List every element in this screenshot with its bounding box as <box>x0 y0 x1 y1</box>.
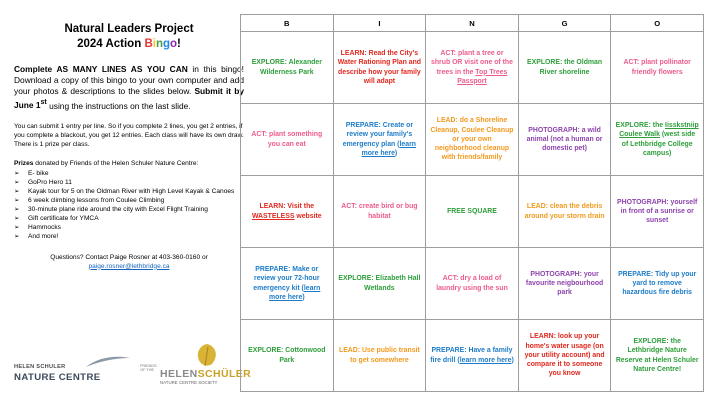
bingo-square[interactable] <box>611 320 704 392</box>
bingo-row <box>241 320 704 392</box>
bingo-row <box>241 176 704 248</box>
bingo-square[interactable] <box>333 320 426 392</box>
square-link[interactable]: learn more here <box>268 284 321 301</box>
bingo-board <box>240 14 704 392</box>
prizes-section: Prizes donated by Friends of the Helen Schuler Nature Centre: ➢ E- bike ➢ GoPro Hero 11 ➢ Kayak tour for 5 on the Oldman River with High Level Kayak & Canoes ➢ 6 week climbing lessons from Coulee Climbing ➢ 30-minute plane ride around the city with Excel Flight Training ➢ Gift certificate for YMCA ➢ Hammocks ➢ And more! <box>14 159 244 241</box>
square-link[interactable]: Top Trees Passport <box>457 68 508 85</box>
square-text: EXPLORE: Cottonwood Park <box>248 347 326 364</box>
bingo-square[interactable] <box>611 248 704 320</box>
bingo-square[interactable] <box>241 104 334 176</box>
bingo-square[interactable] <box>426 32 519 104</box>
bingo-square[interactable] <box>611 176 704 248</box>
square-text: EXPLORE: Elizabeth Hall Wetlands <box>338 275 421 292</box>
square-text: ) <box>511 356 514 364</box>
square-text: LEARN: look up your home's water usage (on your utility account) and compare it to someone you know <box>524 333 605 378</box>
contact-email-link[interactable]: paige.rosner@lethbridge.ca <box>88 262 170 270</box>
square-text: EXPLORE: the Oldman River shoreline <box>527 59 603 76</box>
bingo-square[interactable] <box>241 176 334 248</box>
column-header-o: O <box>611 15 704 32</box>
helen-schuler-logo: HELEN SCHULER NATURE CENTRE <box>14 355 132 385</box>
bingo-square[interactable] <box>611 104 704 176</box>
bingo-square[interactable] <box>241 32 334 104</box>
square-text: LEAD: clean the debris around your storm drain <box>524 203 605 220</box>
bingo-square[interactable] <box>333 248 426 320</box>
square-text: PREPARE: Tidy up your yard to remove hazardous fire debris <box>618 270 697 297</box>
prize-list <box>14 169 244 241</box>
column-header-n: N <box>426 15 519 32</box>
square-text: (west side of Lethbridge College campus) <box>621 131 696 157</box>
square-text: LEAD: Use public transit to get somewhere <box>338 347 420 364</box>
bingo-square[interactable] <box>333 104 426 176</box>
square-text: LEARN: Read the City's Water Rationing Plan and describe how your family will adapt <box>337 50 421 85</box>
bingo-square[interactable] <box>426 248 519 320</box>
column-header-i: I <box>333 15 426 32</box>
square-text: ACT: plant a tree or shrub OR visit one of the trees in the <box>431 50 513 76</box>
column-header-b: B <box>241 15 334 32</box>
prize-item: ➢ And more! <box>14 232 244 241</box>
bingo-square[interactable] <box>241 248 334 320</box>
square-text: EXPLORE: the Lethbridge Nature Reserve at Helen Schuler Nature Centre! <box>615 338 699 373</box>
square-text: website <box>294 212 322 220</box>
bingo-row <box>241 248 704 320</box>
bingo-square[interactable] <box>518 320 611 392</box>
square-text: ACT: plant something you can eat <box>251 131 323 148</box>
square-text: LEAD: do a Shoreline Cleanup, Coulee Cleanup or your own neighborhood cleanup with friends/family <box>430 117 514 162</box>
square-text: ) <box>394 149 398 157</box>
leaf-icon <box>194 342 220 368</box>
entries-rules: You can submit 1 entry per line. So if you complete 2 lines, you get 2 entries, if you complete a blackout, you get 12 entries. Each class will have its own draw. There is 1 prize per class. <box>14 122 244 148</box>
square-text: PREPARE: Make or review your 72-hour emergency kit ( <box>253 266 320 292</box>
square-text: EXPLORE: the <box>615 122 666 130</box>
square-link[interactable]: WASTELESS <box>251 212 295 220</box>
prize-item: ➢ E- bike <box>14 169 244 178</box>
page-title <box>14 22 244 52</box>
swoosh-icon <box>86 355 130 369</box>
bingo-square[interactable] <box>426 104 519 176</box>
prize-item: ➢ 6 week climbing lessons from Coulee Climbing <box>14 196 244 205</box>
bingo-square[interactable] <box>241 320 334 392</box>
square-link[interactable]: learn more here <box>459 356 512 364</box>
bingo-square[interactable] <box>518 248 611 320</box>
prize-item: ➢ Kayak tour for 5 on the Oldman River with High Level Kayak & Canoes <box>14 187 244 196</box>
bingo-square[interactable] <box>426 176 519 248</box>
square-text: ACT: plant pollinator friendly flowers <box>623 59 691 76</box>
friends-society-logo: FRIENDS OF THE HELENSCHÜLER NATURE CENTRE SOCIETY <box>140 342 252 390</box>
intro-paragraph: Complete AS MANY LINES AS YOU CAN in this bingo! Download a copy of this bingo to your own computer and add your photos & descriptions to the slides below. Submit it by June 1st using the instructions on the last slide. <box>14 64 245 111</box>
square-text: PHOTOGRAPH: yourself in front of a sunrise or sunset <box>617 198 698 225</box>
bingo-square[interactable] <box>518 32 611 104</box>
info-panel <box>14 22 244 271</box>
bingo-square[interactable] <box>333 176 426 248</box>
bingo-header-row <box>241 15 704 32</box>
title-line-1: Natural Leaders Project <box>64 23 194 35</box>
bingo-square[interactable] <box>333 32 426 104</box>
square-text: LEARN: Visit the <box>259 203 315 211</box>
square-text: PREPARE: Create or review your family's emergency plan ( <box>342 122 414 148</box>
prize-item: ➢ Gift certificate for YMCA <box>14 214 244 223</box>
square-text: EXPLORE: Alexander Wilderness Park <box>251 59 322 76</box>
prize-item: ➢ Hammocks <box>14 223 244 232</box>
square-text: ) <box>302 293 305 301</box>
bingo-square[interactable] <box>518 104 611 176</box>
square-text: ACT: dry a load of laundry using the sun <box>436 275 508 292</box>
bingo-square[interactable] <box>426 320 519 392</box>
bingo-square[interactable] <box>518 176 611 248</box>
square-text: PREPARE: Have a family fire drill ( <box>430 347 513 364</box>
bingo-square[interactable] <box>611 32 704 104</box>
bingo-row <box>241 32 704 104</box>
contact-info: Questions? Contact Paige Rosner at 403-360-0160 or paige.rosner@lethbridge.ca <box>50 253 208 270</box>
bingo-row <box>241 104 704 176</box>
prize-item: ➢ GoPro Hero 11 <box>14 178 244 187</box>
title-line-2: 2024 Action Bingo! <box>77 38 181 50</box>
square-text: PHOTOGRAPH: your favourite neigbourhood park <box>525 270 604 297</box>
column-header-g: G <box>518 15 611 32</box>
square-text: ACT: create bird or bug habitat <box>341 203 418 220</box>
prize-item: ➢ 30-minute plane ride around the city with Excel Flight Training <box>14 205 244 214</box>
square-link[interactable]: learn more here <box>361 140 416 157</box>
square-text: FREE SQUARE <box>447 207 497 215</box>
square-text: PHOTOGRAPH: a wild animal (not a human or domestic pet) <box>526 126 603 153</box>
square-link[interactable]: Iisskstniip Coulee Walk <box>619 122 699 139</box>
